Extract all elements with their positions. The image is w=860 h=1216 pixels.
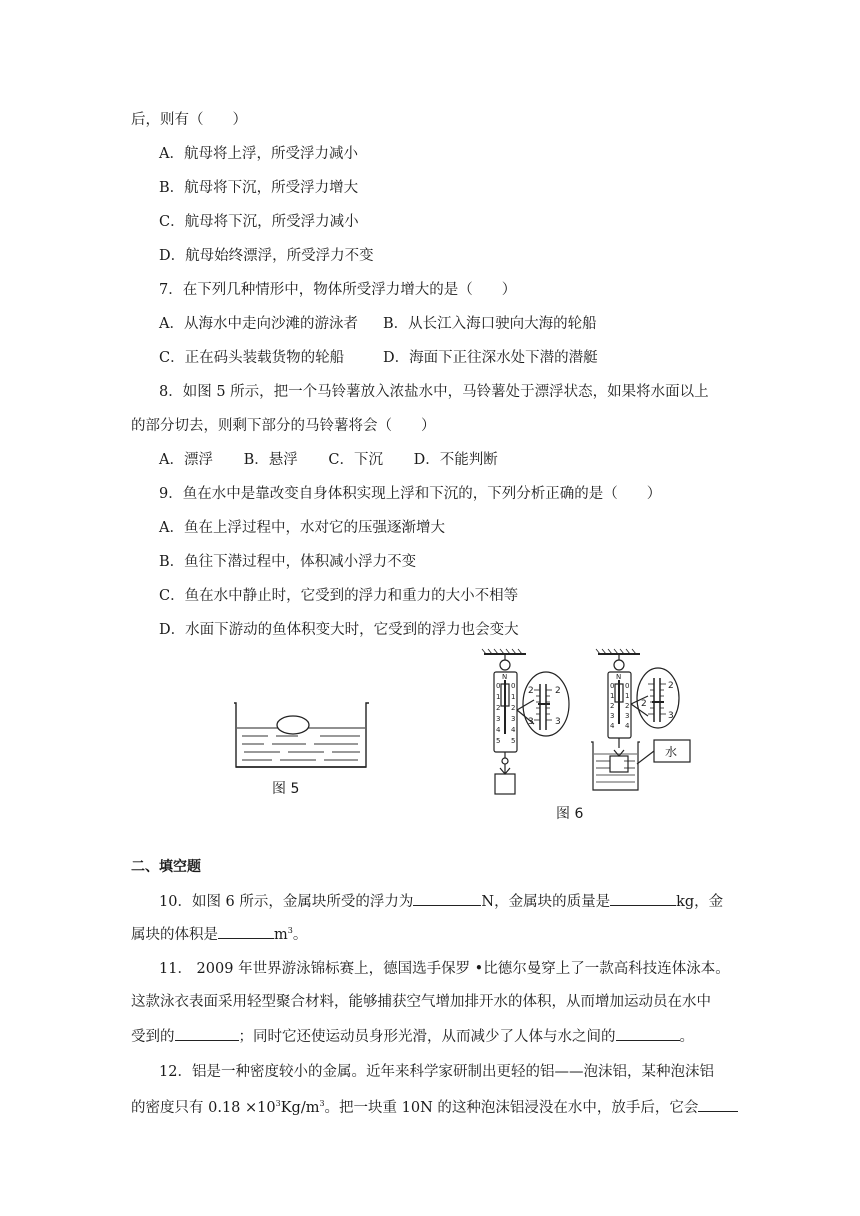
- q9-option-b: B．鱼往下潜过程中，体积减小浮力不变: [159, 554, 417, 570]
- q12-text-c: 。把一块重 10N 的这种泡沫铝浸没在水中，放手后，它会: [324, 1100, 699, 1116]
- scale-tick-right-2: 2: [610, 702, 615, 710]
- q11-line2: 这款泳衣表面采用轻型聚合材料，能够捕获空气增加排开水的体积，从而增加运动员在水中: [131, 994, 711, 1010]
- q12-text-a: 的密度只有 0.18 ×10: [131, 1100, 276, 1116]
- q6-option-b: B．航母将下沉，所受浮力增大: [159, 180, 359, 196]
- q11-text-b: ；同时它还使运动员身形光滑，从而减少了人体与水之间的: [238, 1029, 616, 1045]
- figure-6-spring-scales: [478, 644, 703, 800]
- scale-tick-right-4: 4: [610, 722, 615, 730]
- section-title: 二、填空题: [131, 859, 201, 875]
- zoom-tick-right-2a: 2: [641, 699, 647, 709]
- q6-option-a: A．航母将上浮，所受浮力减小: [159, 146, 358, 162]
- q12-sup-2: 3: [319, 1099, 325, 1109]
- q11-line3: [131, 1025, 694, 1047]
- scale-unit-right: N: [616, 673, 622, 681]
- q10-blank-volume[interactable]: [218, 923, 274, 939]
- q7-option-d: D．海面下正往深水处下潜的潜艇: [383, 350, 598, 366]
- q7-option-c: C．正在码头装载货物的轮船: [159, 350, 345, 366]
- q10-line2: [131, 923, 307, 945]
- q7-options-row1: [159, 314, 597, 334]
- scale-tick-right-1: 1: [610, 692, 615, 700]
- scale-tick-left-3: 3: [496, 715, 501, 723]
- q8-stem-line2: 的部分切去，则剩下部分的马铃薯将会（ ）: [131, 418, 436, 434]
- q9-option-c: C．鱼在水中静止时，它受到的浮力和重力的大小不相等: [159, 588, 519, 604]
- scale-unit-left: N: [502, 673, 508, 681]
- q10-blank-mass[interactable]: [610, 890, 676, 906]
- figure-5-caption: 图 5: [272, 781, 300, 797]
- q6-option-d: D．航母始终漂浮，所受浮力不变: [159, 248, 374, 264]
- scale-tick-left-r4: 4: [511, 726, 516, 734]
- scale-tick-left-2: 2: [496, 704, 501, 712]
- scale-tick-left-r0: 0: [511, 682, 516, 690]
- q12-blank-1[interactable]: [698, 1096, 738, 1112]
- scale-tick-left-4: 4: [496, 726, 501, 734]
- scale-tick-right-r3: 3: [625, 712, 630, 720]
- q11-line1: 11． 2009 年世界游泳锦标赛上，德国选手保罗 •比德尔曼穿上了一款高科技连体泳本。: [159, 961, 730, 977]
- scale-tick-left-r2: 2: [511, 704, 516, 712]
- q11-blank-1[interactable]: [175, 1025, 239, 1041]
- scale-tick-right-3: 3: [610, 712, 615, 720]
- scale-tick-left-1: 1: [496, 693, 501, 701]
- scale-tick-right-r2: 2: [625, 702, 630, 710]
- figure-5-beaker: [228, 695, 378, 775]
- q10-text-b: N，金属块的质量是: [481, 894, 611, 910]
- q7-options-row2: [159, 348, 598, 368]
- zoom-tick-left-3b: 3: [555, 717, 561, 727]
- scale-tick-right-r1: 1: [625, 692, 630, 700]
- q8-option-d: D．不能判断: [413, 452, 498, 468]
- q10-unit: m: [274, 927, 288, 943]
- q7-stem: 7．在下列几种情形中，物体所受浮力增大的是（ ）: [159, 282, 517, 298]
- q8-option-b: B．悬浮: [243, 452, 298, 468]
- q12-line1: 12．铝是一种密度较小的金属。近年来科学家研制出更轻的铝——泡沫铝，某种泡沫铝: [159, 1064, 714, 1080]
- q8-stem-line1: 8．如图 5 所示，把一个马铃薯放入浓盐水中，马铃薯处于漂浮状态，如果将水面以上: [159, 384, 709, 400]
- q10-unit-sup: 3: [287, 926, 293, 936]
- q11-text-c: 。: [679, 1029, 694, 1045]
- q7-option-a: A．从海水中走向沙滩的游泳者: [159, 316, 358, 332]
- q10-blank-buoyancy[interactable]: [413, 890, 481, 906]
- scale-tick-left-r5: 5: [511, 737, 516, 745]
- q6-option-c: C．航母将下沉，所受浮力减小: [159, 214, 359, 230]
- q12-line2: [131, 1096, 738, 1118]
- q10-line1: [159, 890, 723, 912]
- q11-blank-2[interactable]: [616, 1025, 680, 1041]
- q7-option-b: B．从长江入海口驶向大海的轮船: [383, 316, 597, 332]
- q9-stem: 9．鱼在水中是靠改变自身体积实现上浮和下沉的，下列分析正确的是（ ）: [159, 486, 662, 502]
- q9-option-d: D．水面下游动的鱼体积变大时，它受到的浮力也会变大: [159, 622, 519, 638]
- q8-option-c: C．下沉: [328, 452, 383, 468]
- scale-tick-left-5: 5: [496, 737, 501, 745]
- water-label: 水: [665, 745, 678, 759]
- q6-stem-tail: 后，则有（ ）: [131, 112, 247, 128]
- scale-tick-right-0: 0: [610, 682, 615, 690]
- q10-text-e: 。: [292, 927, 308, 943]
- scale-tick-left-r3: 3: [511, 715, 516, 723]
- zoom-tick-left-2a: 2: [528, 686, 534, 696]
- q10-text-c: kg，金: [676, 894, 724, 910]
- figure-6-caption: 图 6: [556, 806, 584, 822]
- q8-option-a: A．漂浮: [159, 452, 213, 468]
- scale-tick-left-r1: 1: [511, 693, 516, 701]
- q12-text-b: Kg/m: [280, 1100, 320, 1116]
- scale-tick-left-0: 0: [496, 682, 501, 690]
- zoom-tick-left-2b: 2: [555, 686, 561, 696]
- zoom-tick-right-2b: 2: [668, 681, 674, 691]
- q12-sup-1: 3: [275, 1099, 281, 1109]
- q9-option-a: A．鱼在上浮过程中，水对它的压强逐渐增大: [159, 520, 445, 536]
- scale-tick-right-r0: 0: [625, 682, 630, 690]
- zoom-tick-left-3a: 3: [528, 717, 534, 727]
- q11-text-a: 受到的: [131, 1029, 175, 1045]
- q8-options: [159, 450, 498, 470]
- scale-tick-right-r4: 4: [625, 722, 630, 730]
- q10-text-a: 10．如图 6 所示，金属块所受的浮力为: [159, 894, 414, 910]
- zoom-tick-right-3b: 3: [668, 711, 674, 721]
- q10-text-d: 属块的体积是: [131, 927, 218, 943]
